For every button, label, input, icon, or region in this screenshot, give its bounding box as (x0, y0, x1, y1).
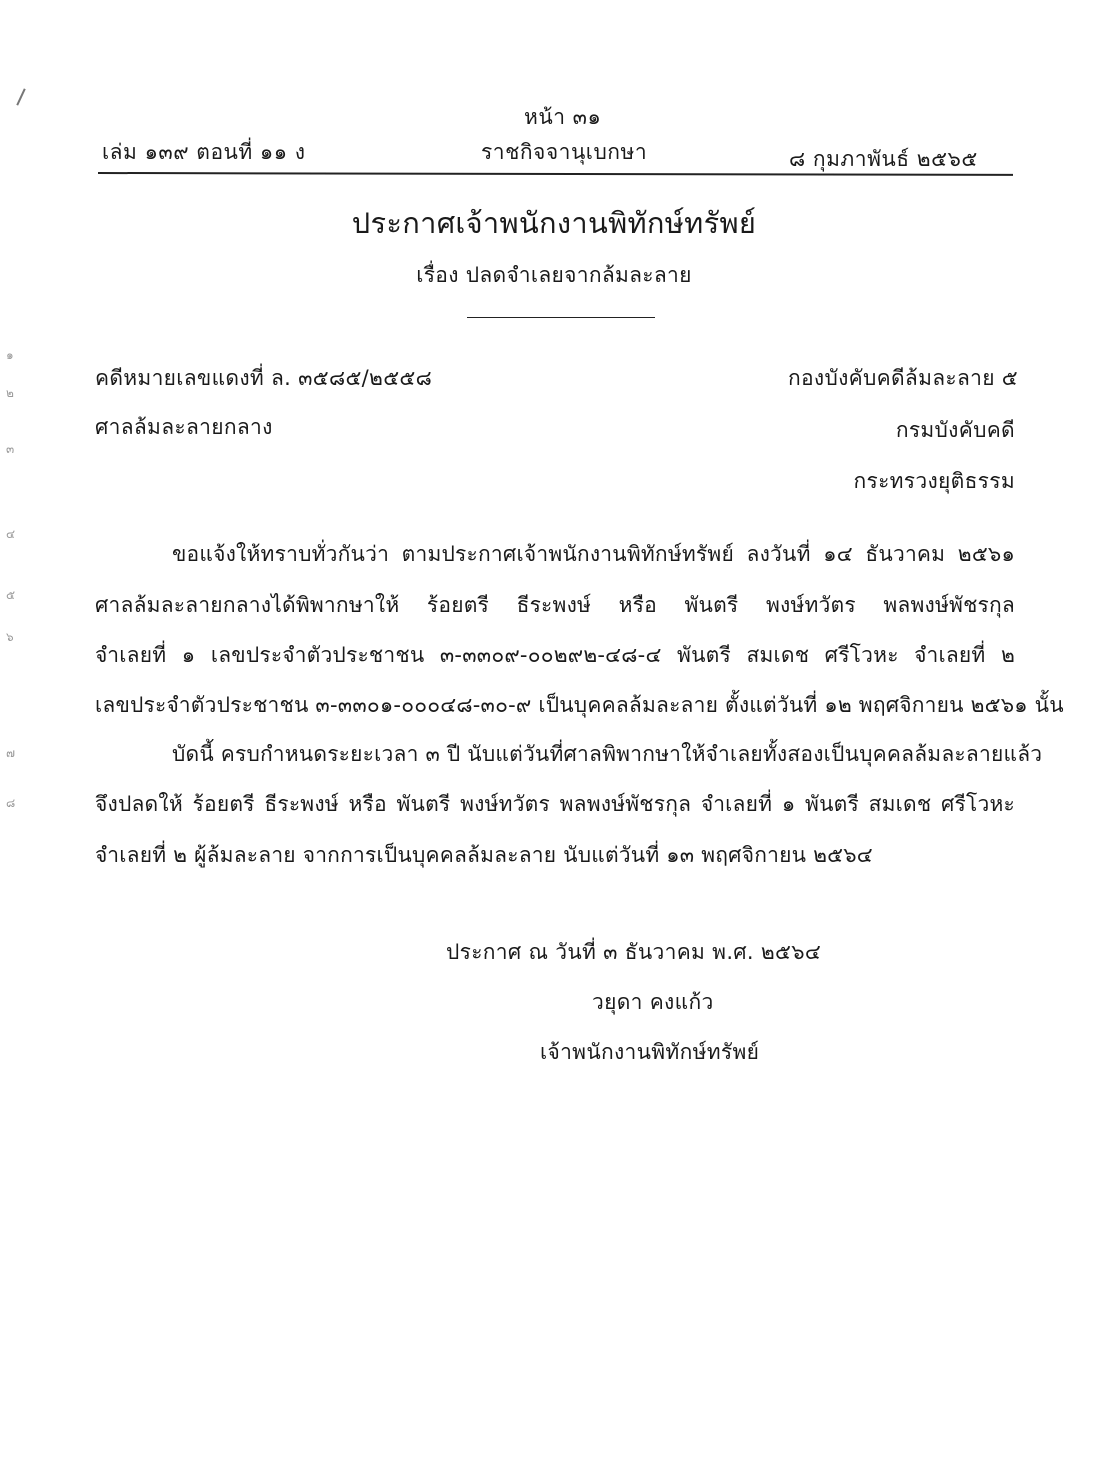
department-name: กรมบังคับคดี (895, 418, 1015, 442)
title-underline (467, 317, 655, 318)
margin-mark: ๔ (6, 527, 16, 541)
announcement-date: ประกาศ ณ วันที่ ๓ ธันวาคม พ.ศ. ๒๕๖๔ (446, 940, 822, 964)
margin-mark: ๓ (6, 442, 15, 456)
margin-mark: ๖ (6, 630, 14, 644)
paragraph-line: ขอแจ้งให้ทราบทั่วกันว่า ตามประกาศเจ้าพนักงานพิทักษ์ทรัพย์ ลงวันที่ ๑๔ ธันวาคม ๒๕๖๑ (172, 542, 1015, 566)
court-name: ศาลล้มละลายกลาง (95, 415, 273, 439)
paragraph-line: เลขประจำตัวประชาชน ๓-๓๓๐๑-๐๐๐๔๘-๓๐-๙ เป็นบุคคลล้มละลาย ตั้งแต่วันที่ ๑๒ พฤศจิกายน ๒๕๖๑ นั้น (95, 693, 1064, 717)
margin-mark: ๗ (6, 746, 16, 760)
publication-date: ๘ กุมภาพันธ์ ๒๕๖๕ (789, 147, 978, 171)
announcement-title: ประกาศเจ้าพนักงานพิทักษ์ทรัพย์ (351, 206, 757, 240)
case-number: คดีหมายเลขแดงที่ ล. ๓๕๘๕/๒๕๕๘ (95, 366, 433, 390)
gazette-name: ราชกิจจานุเบกษา (481, 140, 648, 164)
paragraph-line: ศาลล้มละลายกลางได้พิพากษาให้ ร้อยตรี ธีระพงษ์ หรือ พันตรี พงษ์ทวัตร พลพงษ์พัชรกุล (95, 593, 1015, 617)
margin-mark: ๘ (6, 796, 16, 810)
margin-mark: ๕ (6, 588, 16, 602)
volume-issue: เล่ม ๑๓๙ ตอนที่ ๑๑ ง (102, 140, 306, 164)
margin-stroke-mark (16, 88, 25, 105)
ministry-name: กระทรวงยุติธรรม (853, 469, 1015, 493)
paragraph-line: จำเลยที่ ๒ ผู้ล้มละลาย จากการเป็นบุคคลล้มละลาย นับแต่วันที่ ๑๓ พฤศจิกายน ๒๕๖๔ (95, 843, 873, 867)
paragraph-line: บัดนี้ ครบกำหนดระยะเวลา ๓ ปี นับแต่วันที่ศาลพิพากษาให้จำเลยทั้งสองเป็นบุคคลล้มละลายแล้ว (172, 742, 1043, 766)
announcement-subject: เรื่อง ปลดจำเลยจากล้มละลาย (416, 263, 692, 287)
page-number: หน้า ๓๑ (524, 105, 602, 129)
paragraph-line: จึงปลดให้ ร้อยตรี ธีระพงษ์ หรือ พันตรี พงษ์ทวัตร พลพงษ์พัชรกุล จำเลยที่ ๑ พันตรี สมเดช ศรีโวหะ (95, 792, 1015, 816)
signatory-position: เจ้าพนักงานพิทักษ์ทรัพย์ (540, 1040, 760, 1064)
division-name: กองบังคับคดีล้มละลาย ๕ (787, 366, 1018, 390)
paragraph-line: จำเลยที่ ๑ เลขประจำตัวประชาชน ๓-๓๓๐๙-๐๐๒๙๒-๔๘-๔ พันตรี สมเดช ศรีโวหะ จำเลยที่ ๒ (95, 643, 1015, 667)
signatory-name: วยุดา คงแก้ว (592, 990, 714, 1014)
margin-mark: ๑ (6, 348, 14, 362)
margin-mark: ๒ (6, 386, 14, 400)
